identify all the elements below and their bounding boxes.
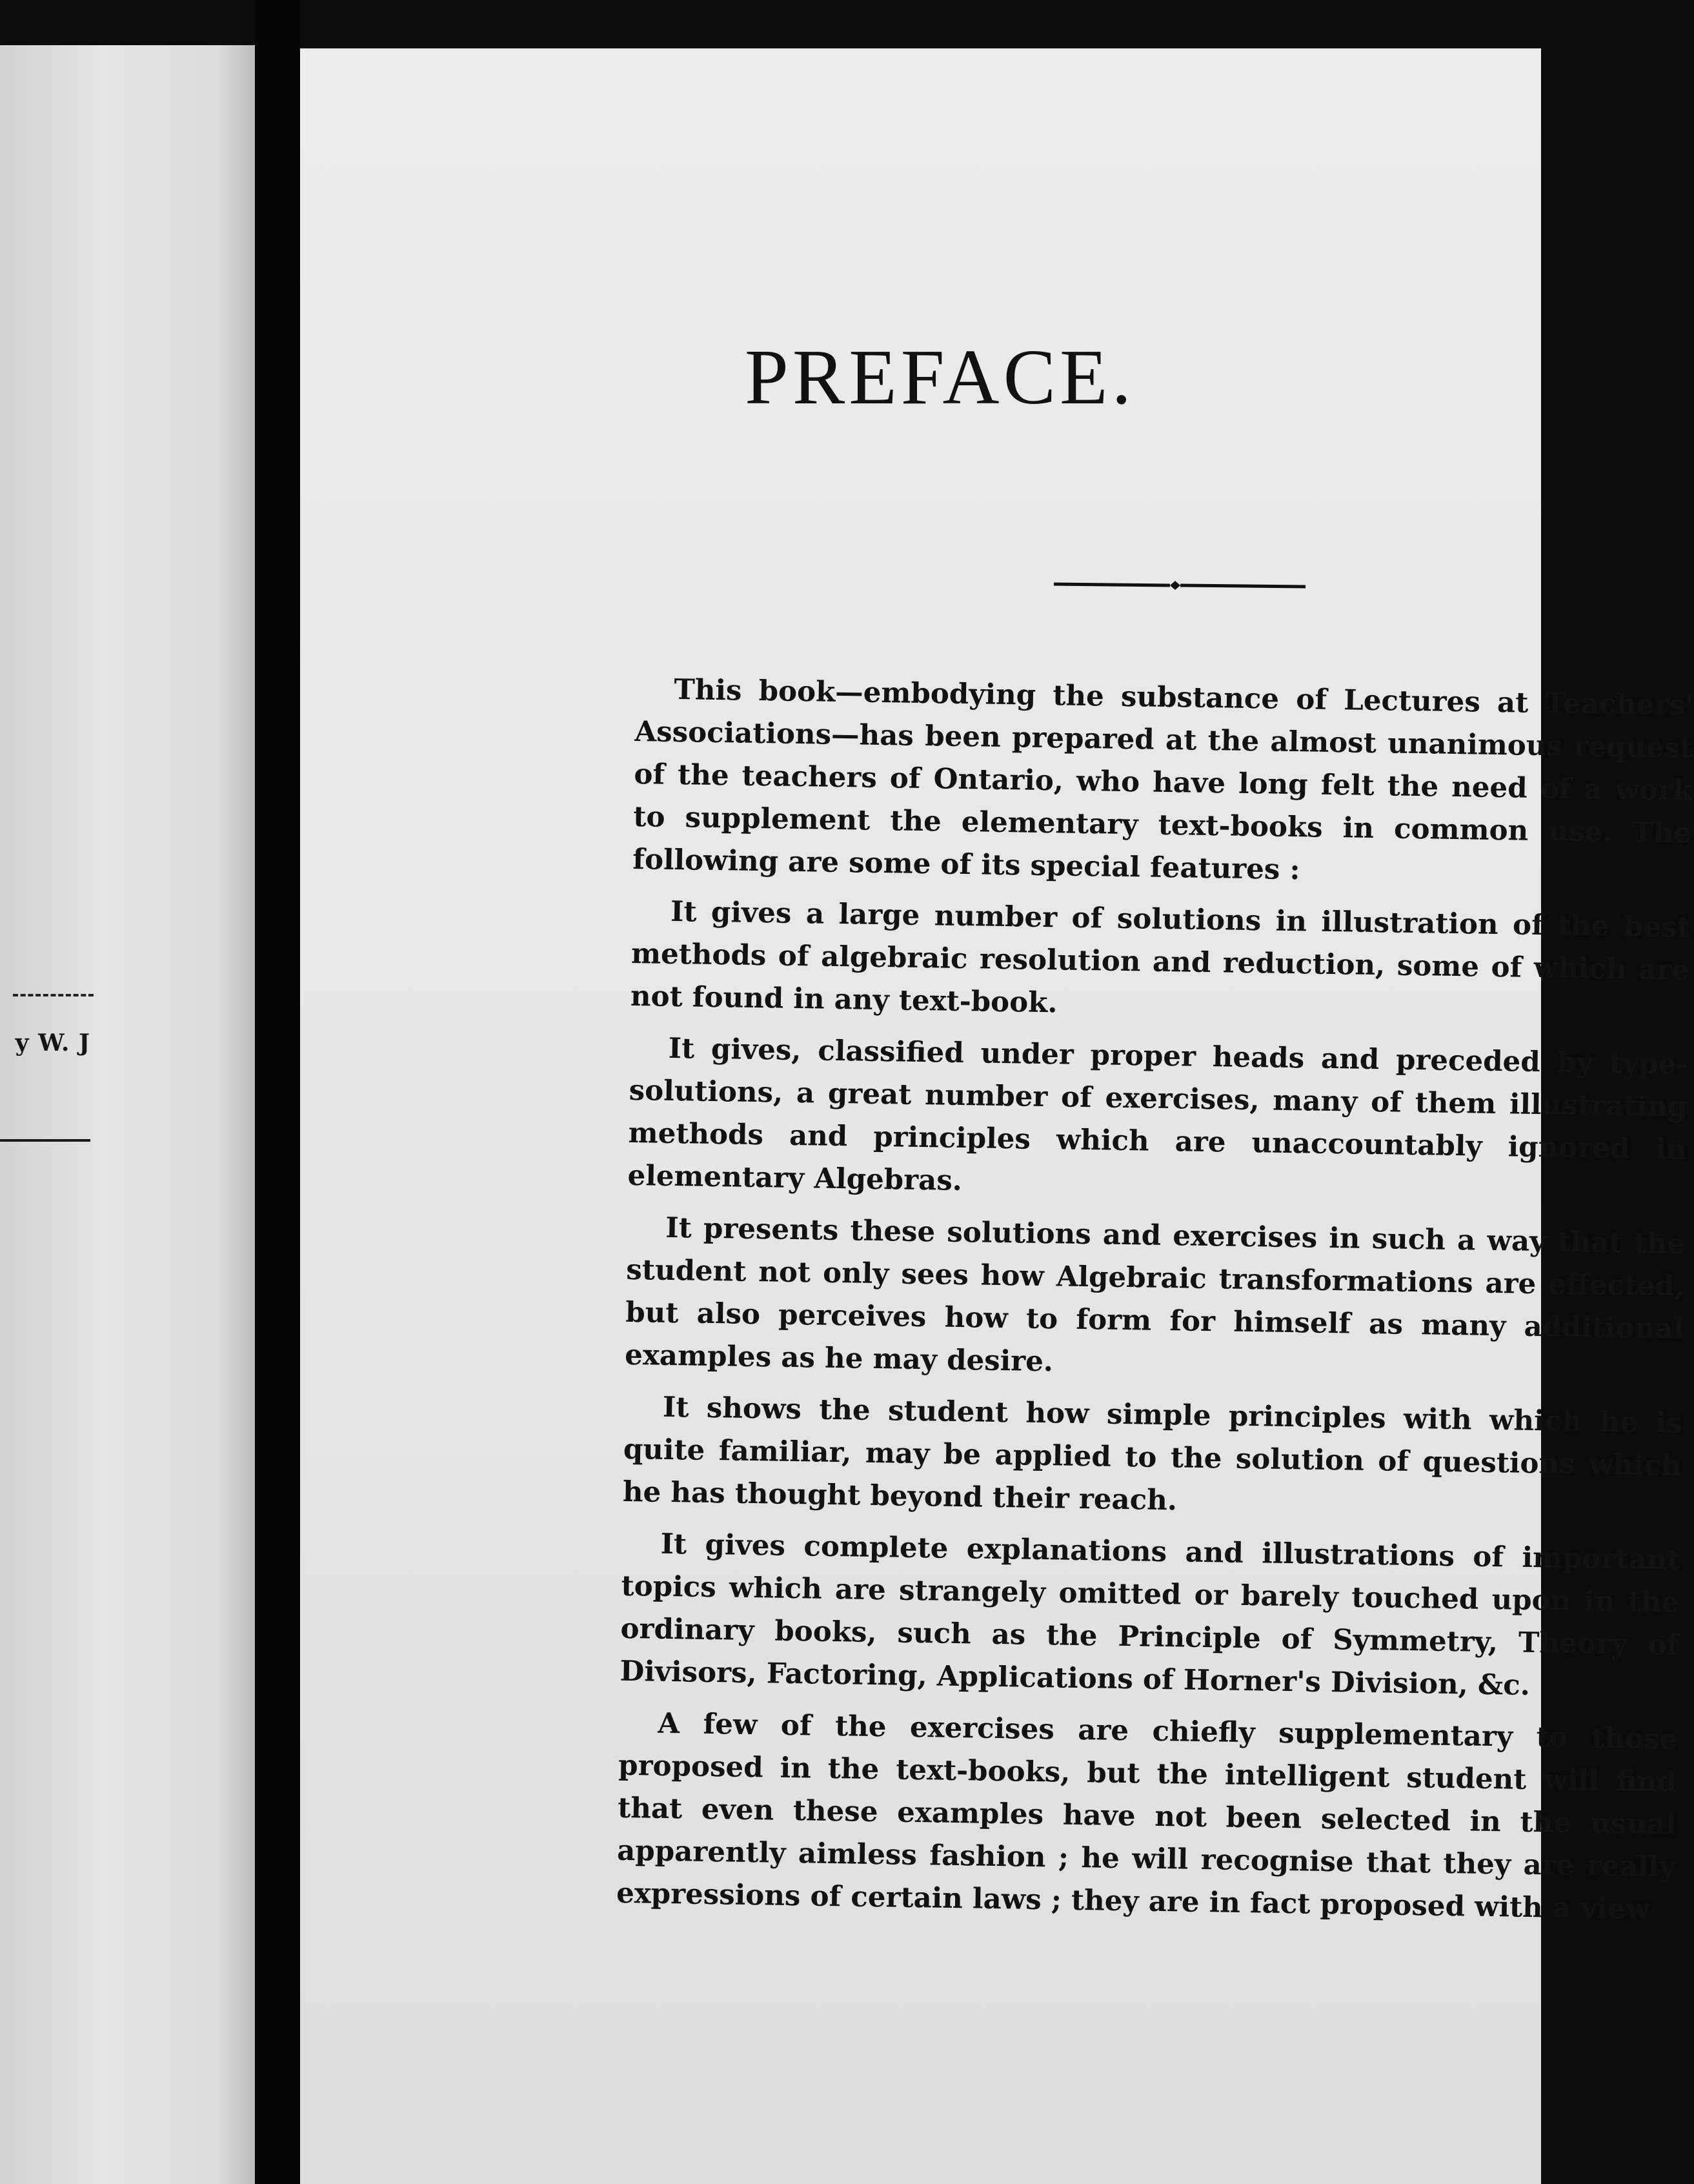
paragraph: A few of the exercises are chiefly supplementary to those proposed in the text-books, but the intelligent student will find that even these examples have not been selected in the usual apparently aimless fashion ; he will recognise that they are really expressions of certain laws ; they are in fact proposed with a view bbox=[616, 1706, 1678, 1926]
paragraph: It gives, classified under proper heads and preceded by type-solutions, a great number of exercises, many of them illustrating methods and principles which are unaccountably ignored in elementary Algebras. bbox=[627, 1031, 1688, 1198]
paragraph: This book—embodying the substance of Lectures at Teachers' Associations—has been prepared at the almost unanimous request of the teachers of Ontario, who have long felt the need of a work to supplement the elementary text-books in common use. The following are some of its special features : bbox=[632, 672, 1694, 887]
facing-page-text-fragment: y W. J bbox=[15, 1029, 90, 1057]
facing-page bbox=[0, 45, 255, 2184]
paragraph: It gives complete explanations and illustrations of important topics which are strangely omitted or barely touched upon in the ordinary books, such as the Principle of Symmetry, Theory of Divisors, Factoring, Applications of Horner's Division, &c. bbox=[620, 1527, 1680, 1702]
preface-body bbox=[616, 668, 1693, 1941]
book-gutter bbox=[255, 0, 300, 2184]
paragraph: It shows the student how simple principles with which he is quite familiar, may be applied to the solution of questions which he has thought beyond their reach. bbox=[622, 1390, 1683, 1517]
paragraph: It gives a large number of solutions in illustration of the best methods of algebraic resolution and reduction, some of which are not found in any text-book. bbox=[630, 895, 1691, 1020]
facing-page-dash-rule bbox=[13, 994, 94, 996]
ornamental-rule bbox=[1054, 579, 1306, 592]
facing-page-rule bbox=[0, 1139, 90, 1142]
page-title: PREFACE. bbox=[744, 334, 1136, 421]
paragraph: It presents these solutions and exercises in such a way that the student not only sees how Algebraic transformations are effected, but also perceives how to form for himself as many additional examples as he may desire. bbox=[624, 1211, 1686, 1379]
preface-page bbox=[300, 48, 1694, 2184]
